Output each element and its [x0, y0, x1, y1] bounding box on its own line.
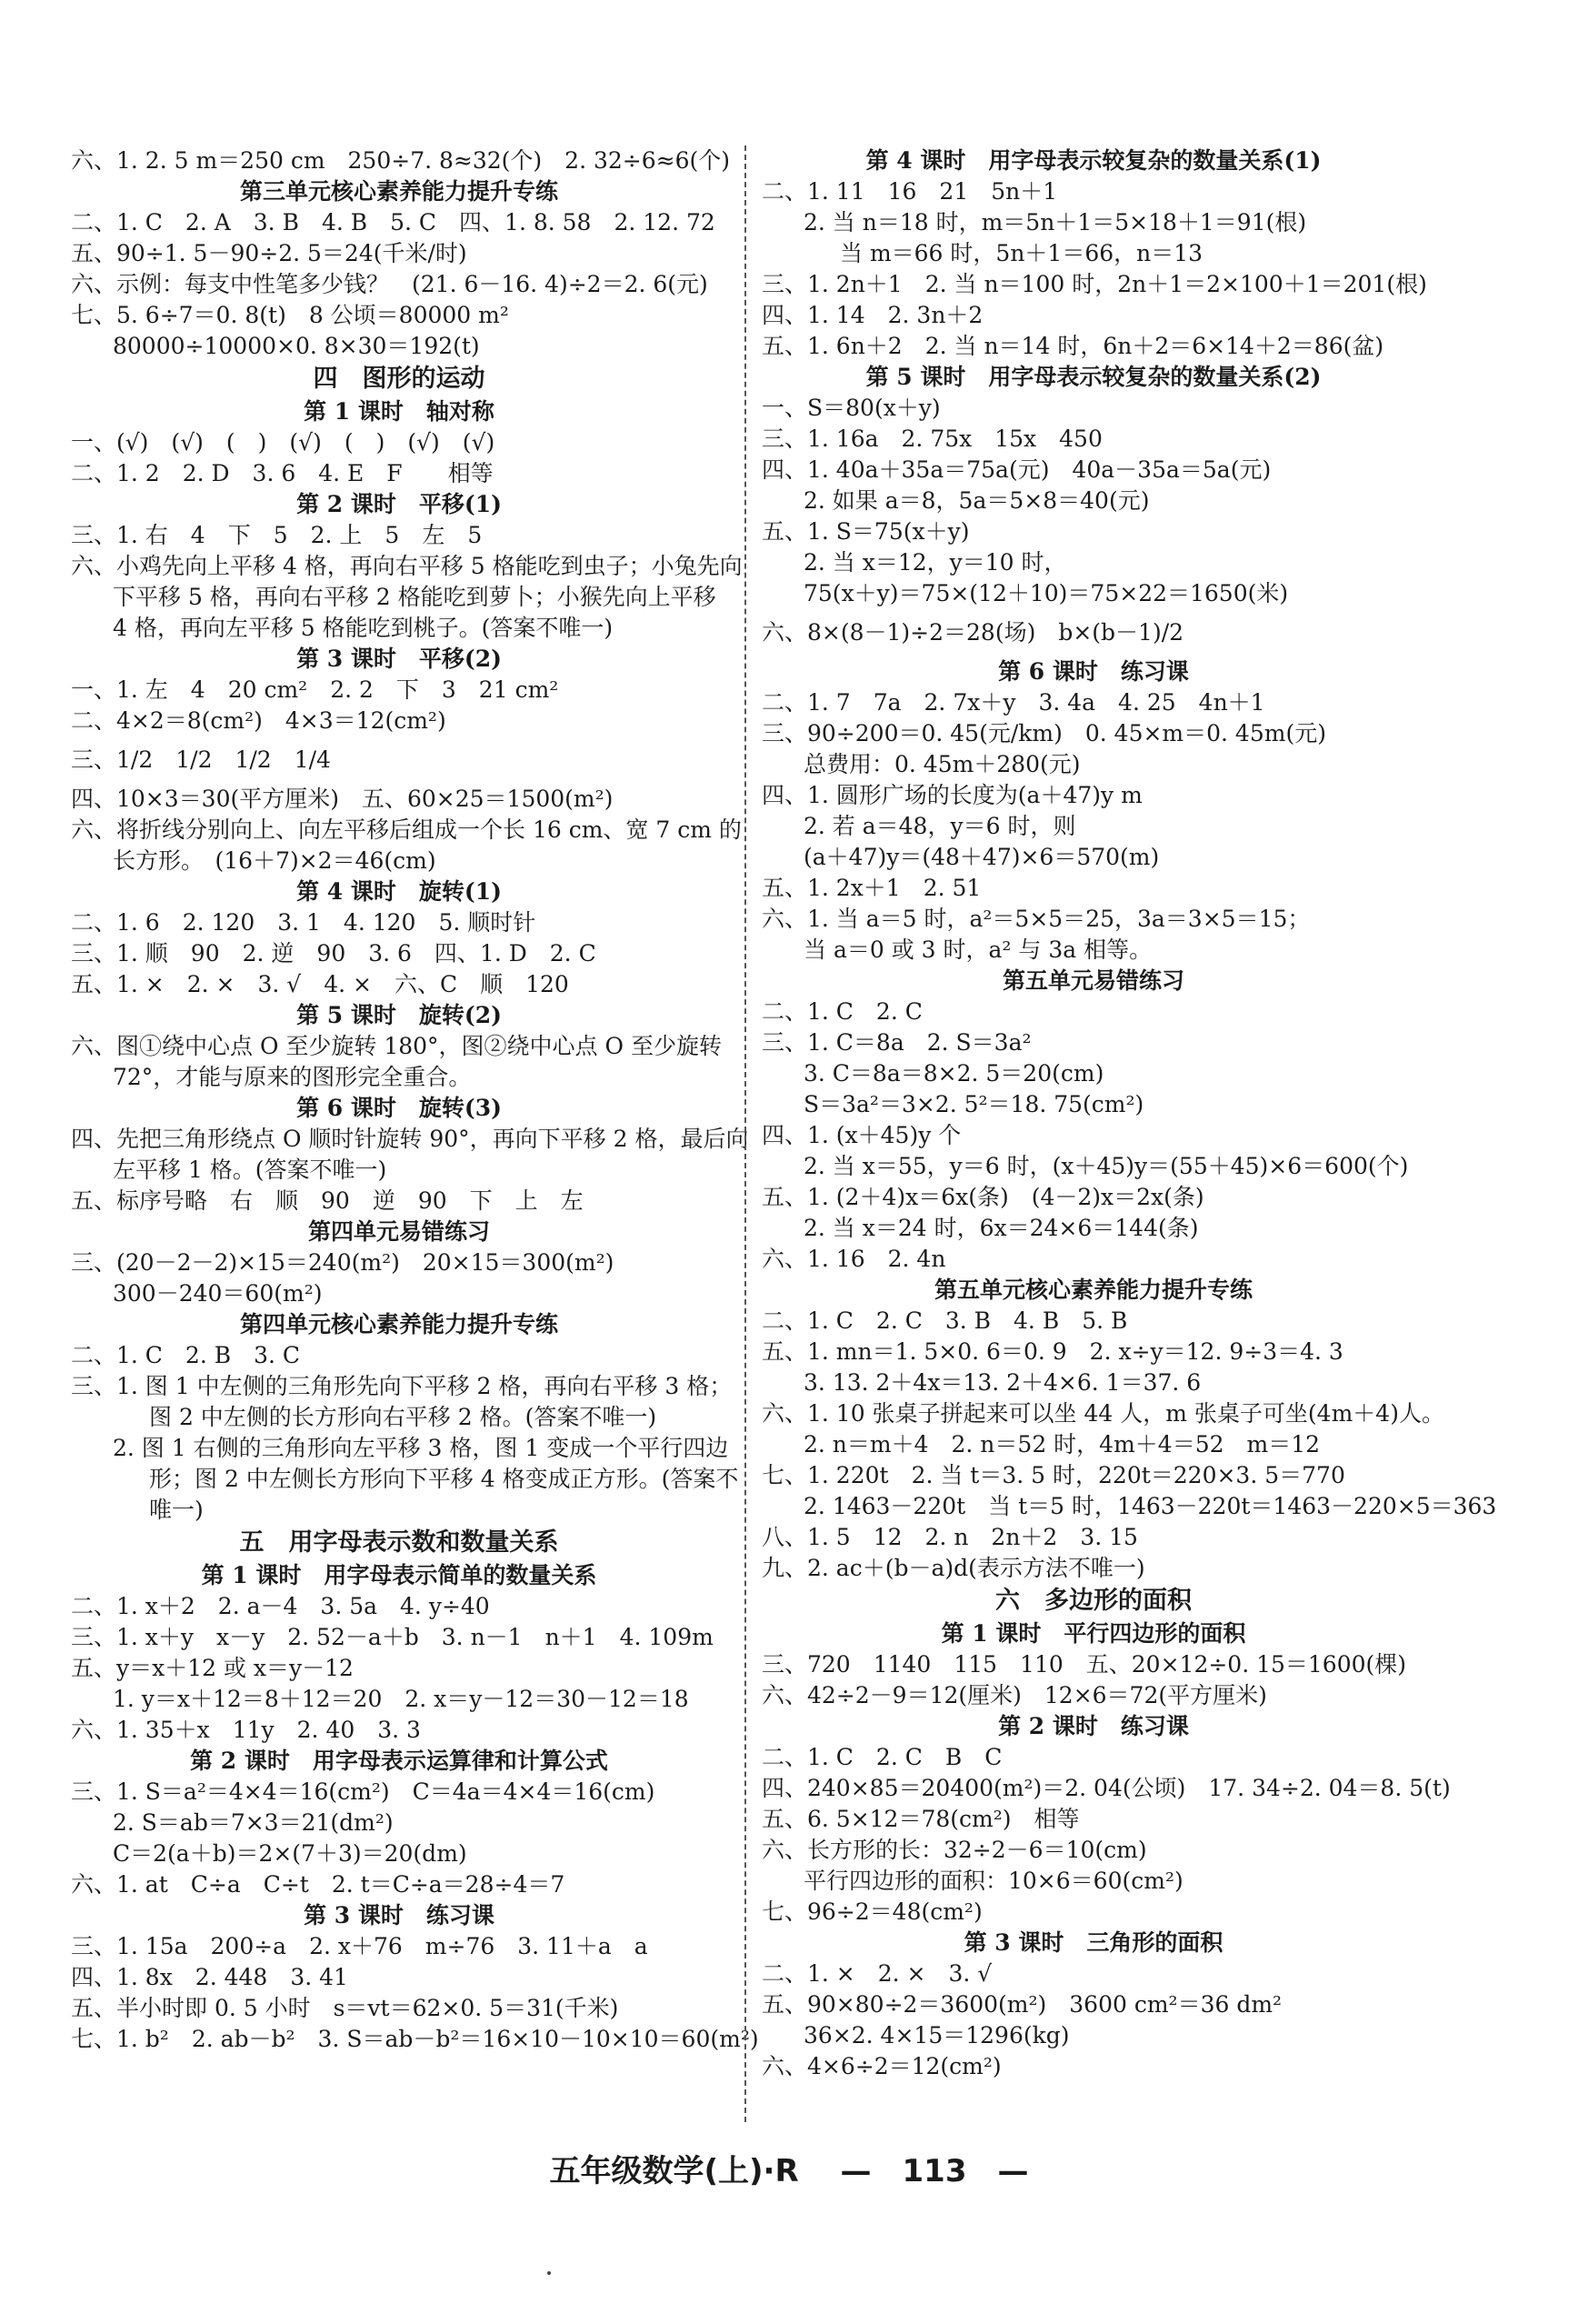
left-answer-line: 二、1. 2 2. D 3. 6 4. E F 相等 — [71, 460, 494, 486]
left-answer-line: 80000÷10000×0. 8×30＝192(t) — [113, 333, 480, 359]
left-section-heading: 第 1 课时 轴对称 — [304, 398, 494, 425]
right-answer-line: 2. 当 n＝18 时，m＝5n＋1＝5×18＋1＝91(根) — [804, 209, 1307, 235]
right-answer-line: 六、1. 16 2. 4n — [762, 1246, 946, 1272]
left-answer-line: 三、1. 15a 200÷a 2. x＋76 m÷76 3. 11＋a a — [71, 1933, 648, 1959]
right-answer-line: 平行四边形的面积：10×6＝60(cm²) — [804, 1868, 1184, 1894]
right-answer-line: 七、96÷2＝48(cm²) — [762, 1898, 983, 1925]
left-answer-line: 2. S＝ab＝7×3＝21(dm²) — [113, 1809, 394, 1836]
left-answer-line: 六、示例：每支中性笔多少钱？ (21. 6－16. 4)÷2＝2. 6(元) — [71, 271, 708, 297]
left-answer-line: 形；图 2 中左侧长方形向下平移 4 格变成正方形。(答案不 — [149, 1466, 739, 1492]
right-answer-line: 六、4×6÷2＝12(cm²) — [762, 2053, 1002, 2079]
left-answer-line: 左平移 1 格。(答案不唯一) — [113, 1157, 387, 1183]
right-answer-line: 36×2. 4×15＝1296(kg) — [804, 2022, 1070, 2049]
left-column — [71, 145, 759, 2055]
left-answer-line: 六、1. 35＋x 11y 2. 40 3. 3 — [71, 1717, 421, 1743]
right-answer-line: 三、90÷200＝0. 45(元/km) 0. 45×m＝0. 45m(元) — [762, 720, 1326, 746]
right-answer-line: 六、8×(8－1)÷2＝28(场) b×(b－1)/2 — [762, 619, 1184, 646]
right-section-heading: 第 3 课时 三角形的面积 — [964, 1929, 1223, 1956]
left-answer-line: 五、半小时即 0. 5 小时 s＝vt＝62×0. 5＝31(千米) — [71, 1995, 619, 2021]
column-divider — [744, 145, 746, 2122]
left-section-heading: 第三单元核心素养能力提升专练 — [239, 178, 558, 205]
left-answer-line: 三、1. 图 1 中左侧的三角形先向下平移 2 格，再向右平移 3 格； — [71, 1373, 733, 1399]
right-section-heading: 第 5 课时 用字母表示较复杂的数量关系(2) — [865, 364, 1322, 390]
right-answer-line: 2. 若 a＝48，y＝6 时，则 — [804, 813, 1076, 839]
right-answer-line: 2. 当 x＝12，y＝10 时， — [804, 549, 1067, 576]
right-answer-line: 2. 1463－220t 当 t＝5 时，1463－220t＝1463－220×5＝363 — [804, 1493, 1497, 1519]
left-section-heading: 五 用字母表示数和数量关系 — [239, 1528, 559, 1557]
right-answer-line: 六、42÷2－9＝12(厘米) 12×6＝72(平方厘米) — [762, 1682, 1267, 1708]
right-answer-line: 2. 如果 a＝8，5a＝5×8＝40(元) — [804, 487, 1150, 514]
right-answer-line: 3. 13. 2＋4x＝13. 2＋4×6. 1＝37. 6 — [804, 1369, 1202, 1396]
left-answer-line: 三、1. x＋y x－y 2. 52－a＋b 3. n－1 n＋1 4. 109m — [71, 1624, 714, 1650]
left-answer-line: 图 2 中左侧的长方形向右平移 2 格。(答案不唯一) — [149, 1404, 657, 1430]
right-section-heading: 第五单元易错练习 — [1002, 967, 1184, 994]
right-answer-line: 二、1. 7 7a 2. 7x＋y 3. 4a 4. 25 4n＋1 — [762, 689, 1265, 716]
right-answer-line: 六、长方形的长：32÷2－6＝10(cm) — [762, 1837, 1147, 1863]
right-answer-line: 三、1. C＝8a 2. S＝3a² — [762, 1029, 1032, 1056]
right-answer-line: 五、1. (2＋4)x＝6x(条) (4－2)x＝2x(条) — [762, 1184, 1204, 1210]
left-answer-line: 六、小鸡先向上平移 4 格，再向右平移 5 格能吃到虫子；小兔先向 — [71, 553, 743, 579]
left-section-heading: 第 1 课时 用字母表示简单的数量关系 — [201, 1562, 597, 1588]
left-answer-line: 4 格，再向左平移 5 格能吃到桃子。(答案不唯一) — [113, 615, 614, 641]
left-answer-line: 六、将折线分别向上、向左平移后组成一个长 16 cm、宽 7 cm 的 — [71, 816, 742, 843]
left-answer-line: 300－240＝60(m²) — [113, 1280, 323, 1307]
right-section-heading: 第 1 课时 平行四边形的面积 — [941, 1620, 1246, 1647]
right-answer-line: 八、1. 5 12 2. n 2n＋2 3. 15 — [762, 1524, 1138, 1550]
right-answer-line: 二、1. C 2. C B C — [762, 1744, 1003, 1770]
left-answer-line: 三、1. S＝a²＝4×4＝16(cm²) C＝4a＝4×4＝16(cm) — [71, 1778, 655, 1805]
right-answer-line: 三、1. 2n＋1 2. 当 n＝100 时，2n＋1＝2×100＋1＝201(根) — [762, 271, 1427, 297]
right-section-heading: 六 多边形的面积 — [995, 1587, 1192, 1615]
left-answer-line: 五、1. × 2. × 3. √ 4. × 六、C 顺 120 — [71, 971, 569, 997]
right-answer-line: 2. 当 x＝55，y＝6 时，(x＋45)y＝(55＋45)×6＝600(个) — [804, 1153, 1409, 1179]
right-answer-line: 五、1. 2x＋1 2. 51 — [762, 875, 982, 901]
right-answer-line: 总费用：0. 45m＋280(元) — [804, 751, 1081, 777]
right-answer-line: 二、1. C 2. C — [762, 998, 923, 1025]
left-section-heading: 第 2 课时 用字母表示运算律和计算公式 — [190, 1748, 608, 1774]
left-answer-line: 二、1. 6 2. 120 3. 1 4. 120 5. 顺时针 — [71, 909, 536, 936]
left-answer-line: 六、1. 2. 5 m＝250 cm 250÷7. 8≈32(个) 2. 32÷6≈6(个) — [71, 147, 730, 174]
left-answer-line: 四、1. 8x 2. 448 3. 41 — [71, 1964, 348, 1990]
left-answer-line: 五、标序号略 右 顺 90 逆 90 下 上 左 — [71, 1187, 584, 1214]
left-answer-line: 三、1. 右 4 下 5 2. 上 5 左 5 — [71, 522, 483, 548]
right-answer-line: 五、1. 6n＋2 2. 当 n＝14 时，6n＋2＝6×14＋2＝86(盆) — [762, 333, 1384, 359]
right-answer-line: 二、1. × 2. × 3. √ — [762, 1960, 993, 1987]
page-footer — [0, 2151, 1578, 2191]
right-section-heading: 第 4 课时 用字母表示较复杂的数量关系(1) — [865, 147, 1322, 174]
left-answer-line: 2. 图 1 右侧的三角形向左平移 3 格，图 1 变成一个平行四边 — [113, 1435, 729, 1461]
right-answer-line: 四、240×85＝20400(m²)＝2. 04(公顷) 17. 34÷2. 04＝8. 5(t) — [762, 1775, 1451, 1801]
left-answer-line: 一、(√) (√) ( ) (√) ( ) (√) (√) — [71, 429, 495, 456]
left-answer-line: 二、4×2＝8(cm²) 4×3＝12(cm²) — [71, 707, 446, 734]
left-answer-line: 四、10×3＝30(平方厘米) 五、60×25＝1500(m²) — [71, 786, 614, 812]
right-answer-line: 2. 当 x＝24 时，6x＝24×6＝144(条) — [804, 1215, 1199, 1241]
left-answer-line: C＝2(a＋b)＝2×(7＋3)＝20(dm) — [113, 1840, 467, 1867]
right-answer-line: 当 a＝0 或 3 时，a² 与 3a 相等。 — [804, 937, 1153, 963]
right-section-heading: 第五单元核心素养能力提升专练 — [934, 1277, 1253, 1303]
right-answer-line: 四、1. (x＋45)y 个 — [762, 1122, 962, 1148]
left-answer-line: 1. y＝x＋12＝8＋12＝20 2. x＝y－12＝30－12＝18 — [113, 1686, 689, 1712]
print-dot — [547, 2271, 551, 2275]
left-section-heading: 第 5 课时 旋转(2) — [296, 1002, 502, 1028]
left-section-heading: 第 6 课时 旋转(3) — [296, 1095, 502, 1121]
left-answer-line: 下平移 5 格，再向右平移 2 格能吃到萝卜；小猴先向上平移 — [113, 584, 716, 610]
right-answer-line: 四、1. 40a＋35a＝75a(元) 40a－35a＝5a(元) — [762, 456, 1272, 483]
left-answer-line: 三、1/2 1/2 1/2 1/4 — [71, 746, 331, 773]
right-answer-line: 五、6. 5×12＝78(cm²) 相等 — [762, 1806, 1080, 1832]
right-answer-line: 五、1. S＝75(x＋y) — [762, 518, 970, 545]
right-answer-line: 九、2. ac＋(b－a)d(表示方法不唯一) — [762, 1555, 1145, 1581]
right-answer-line: 75(x＋y)＝75×(12＋10)＝75×22＝1650(米) — [804, 580, 1289, 606]
left-section-heading: 四 图形的运动 — [313, 365, 485, 393]
left-answer-line: 一、1. 左 4 20 cm² 2. 2 下 3 21 cm² — [71, 676, 559, 703]
left-answer-line: 四、先把三角形绕点 O 顺时针旋转 90°，再向下平移 2 格，最后向 — [71, 1126, 749, 1152]
left-answer-line: 二、1. C 2. B 3. C — [71, 1342, 301, 1368]
right-answer-line: S＝3a²＝3×2. 5²＝18. 75(cm²) — [804, 1091, 1144, 1117]
left-answer-line: 七、1. b² 2. ab－b² 3. S＝ab－b²＝16×10－10×10＝60(m²) — [71, 2026, 759, 2052]
right-answer-line: 六、1. 当 a＝5 时，a²＝5×5＝25，3a＝3×5＝15； — [762, 906, 1311, 932]
page-number: — 113 — — [840, 2153, 1029, 2189]
right-answer-line: 五、90×80÷2＝3600(m²) 3600 cm²＝36 dm² — [762, 1991, 1283, 2018]
right-answer-line: 二、1. C 2. C 3. B 4. B 5. B — [762, 1307, 1128, 1334]
left-answer-line: 唯一) — [149, 1497, 204, 1523]
left-section-heading: 第四单元易错练习 — [307, 1218, 490, 1245]
right-answer-line: 五、1. mn＝1. 5×0. 6＝0. 9 2. x÷y＝12. 9÷3＝4. 3 — [762, 1338, 1343, 1365]
left-section-heading: 第四单元核心素养能力提升专练 — [239, 1311, 558, 1337]
left-answer-line: 长方形。 (16＋7)×2＝46(cm) — [113, 847, 436, 874]
right-answer-line: 四、1. 14 2. 3n＋2 — [762, 302, 984, 328]
right-answer-line: 四、1. 圆形广场的长度为(a＋47)y m — [762, 782, 1143, 808]
left-answer-line: 三、(20－2－2)×15＝240(m²) 20×15＝300(m²) — [71, 1249, 614, 1276]
right-answer-line: 三、720 1140 115 110 五、20×12÷0. 15＝1600(棵) — [762, 1651, 1407, 1678]
right-column — [762, 145, 1497, 2082]
right-answer-line: (a＋47)y＝(48＋47)×6＝570(m) — [804, 844, 1160, 870]
left-answer-line: 72°，才能与原来的图形完全重合。 — [113, 1064, 472, 1090]
right-answer-line: 当 m＝66 时，5n＋1＝66，n＝13 — [840, 240, 1203, 266]
left-answer-line: 五、y＝x＋12 或 x＝y－12 — [71, 1655, 354, 1681]
left-answer-line: 六、图①绕中心点 O 至少旋转 180°，图②绕中心点 O 至少旋转 — [71, 1033, 722, 1059]
left-answer-line: 二、1. C 2. A 3. B 4. B 5. C 四、1. 8. 58 2. 12. 72 — [71, 209, 715, 235]
left-section-heading: 第 2 课时 平移(1) — [296, 491, 502, 517]
right-answer-line: 3. C＝8a＝8×2. 5＝20(cm) — [804, 1060, 1104, 1087]
right-section-heading: 第 2 课时 练习课 — [998, 1713, 1189, 1739]
left-section-heading: 第 4 课时 旋转(1) — [296, 878, 502, 905]
footer-book-title: 五年级数学(上)·R — [549, 2153, 799, 2189]
left-answer-line: 七、5. 6÷7＝0. 8(t) 8 公顷＝80000 m² — [71, 302, 509, 328]
right-answer-line: 七、1. 220t 2. 当 t＝3. 5 时，220t＝220×3. 5＝770 — [762, 1462, 1345, 1488]
right-answer-line: 一、S＝80(x＋y) — [762, 395, 941, 421]
left-answer-line: 三、1. 顺 90 2. 逆 90 3. 6 四、1. D 2. C — [71, 940, 596, 967]
left-answer-line: 二、1. x＋2 2. a－4 3. 5a 4. y÷40 — [71, 1593, 490, 1619]
left-answer-line: 五、90÷1. 5－90÷2. 5＝24(千米/时) — [71, 240, 467, 266]
right-answer-line: 二、1. 11 16 21 5n＋1 — [762, 178, 1058, 205]
right-answer-line: 六、1. 10 张桌子拼起来可以坐 44 人，m 张桌子可坐(4m＋4)人。 — [762, 1400, 1444, 1427]
left-section-heading: 第 3 课时 练习课 — [304, 1902, 494, 1928]
right-answer-line: 2. n＝m＋4 2. n＝52 时，4m＋4＝52 m＝12 — [804, 1431, 1321, 1458]
right-answer-line: 三、1. 16a 2. 75x 15x 450 — [762, 426, 1103, 452]
right-section-heading: 第 6 课时 练习课 — [998, 658, 1189, 685]
left-answer-line: 六、1. at C÷a C÷t 2. t＝C÷a＝28÷4＝7 — [71, 1871, 565, 1898]
left-section-heading: 第 3 课时 平移(2) — [296, 646, 502, 672]
